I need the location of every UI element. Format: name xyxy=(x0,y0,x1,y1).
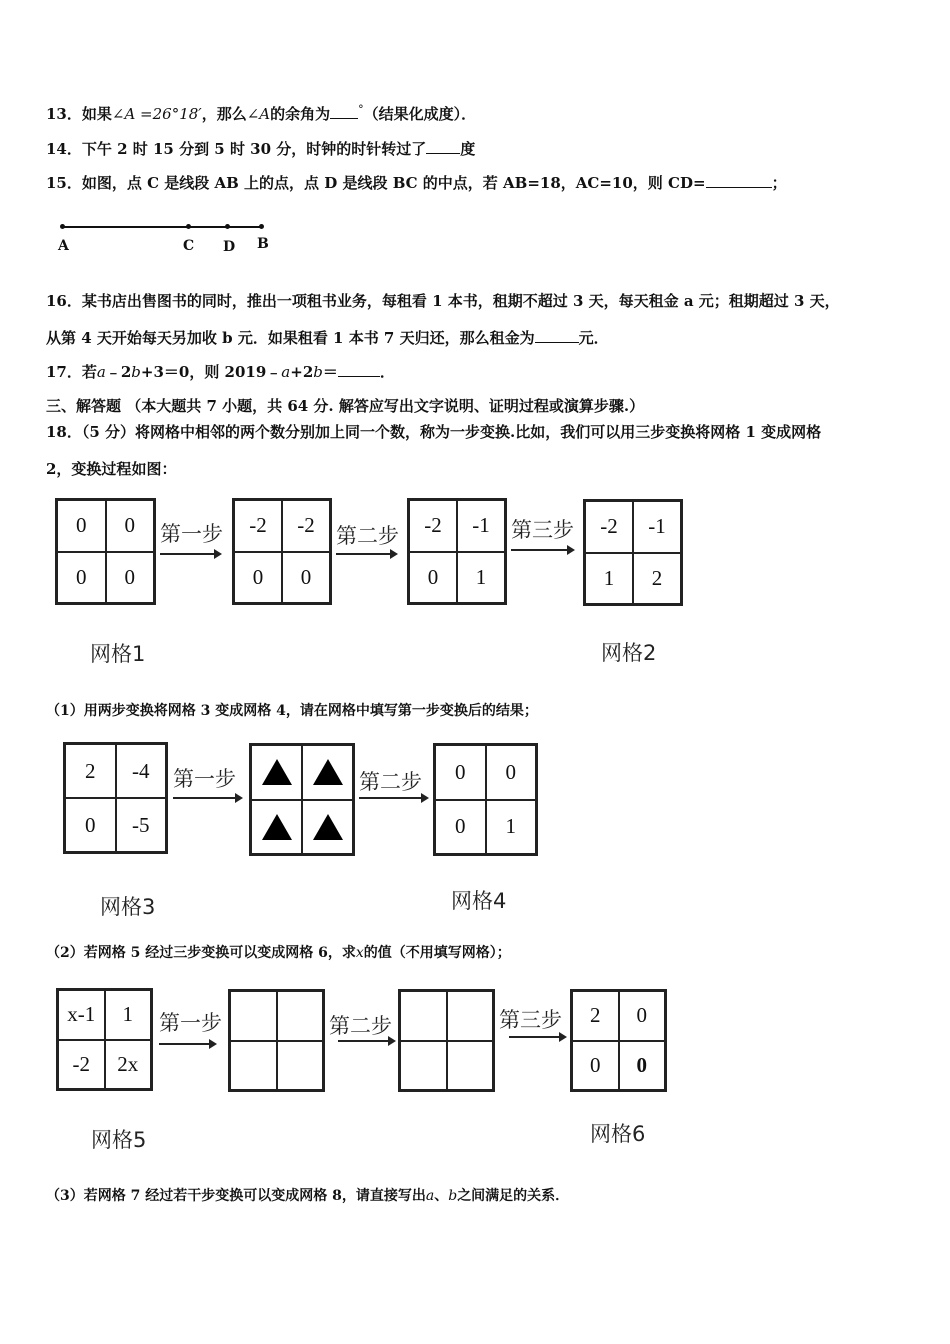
empty-cell[interactable] xyxy=(277,991,324,1041)
q17-var-b2: b xyxy=(313,363,323,381)
point-c-dot xyxy=(186,224,191,229)
q17-p4: +2 xyxy=(290,363,314,381)
grid-cell: -4 xyxy=(116,744,167,798)
grid-cell: -2 xyxy=(585,501,633,553)
q17-p1: 17．若 xyxy=(46,363,97,381)
step-3-label: 第三步 xyxy=(499,1008,562,1032)
arrow-right-icon xyxy=(160,553,220,555)
grid-5-step2[interactable] xyxy=(398,989,495,1092)
arrow-right-icon xyxy=(173,797,241,799)
grid-5-step1[interactable] xyxy=(228,989,325,1092)
part2-before: （2）若网格 5 经过三步变换可以变成网格 6，求 xyxy=(46,945,356,961)
question-13 xyxy=(46,103,476,124)
q15-tail: ； xyxy=(771,174,787,192)
q13-text: 13．如果 xyxy=(46,105,112,123)
grid-5 xyxy=(56,988,153,1091)
section-heading: 三、解答题 （本大题共 7 小题，共 64 分. 解答应写出文字说明、证明过程或演算步骤.） xyxy=(46,397,645,415)
q15-blank[interactable] xyxy=(706,173,772,188)
grid-1-step2 xyxy=(407,498,507,605)
degree-symbol: ° xyxy=(358,103,364,116)
question-14 xyxy=(46,138,475,159)
step-1-label: 第一步 xyxy=(159,1011,222,1035)
grid-cell: 0 xyxy=(435,800,486,855)
question-16-line1: 16．某书店出售图书的同时，推出一项租书业务，每租看 1 本书，租期不超过 3 天，每天租金 a 元；租期超过 3 天， xyxy=(46,292,840,310)
grid-4-label: 网格4 xyxy=(451,889,507,913)
part2-var: x xyxy=(355,945,364,961)
empty-cell[interactable] xyxy=(400,1041,447,1091)
empty-cell[interactable] xyxy=(230,1041,277,1091)
step-3-label: 第三步 xyxy=(511,518,574,542)
triangle-icon xyxy=(313,814,343,840)
grid-cell: 0 xyxy=(619,1041,666,1091)
part2-after: 的值（不用填写网格）； xyxy=(363,945,511,961)
triangle-cell[interactable] xyxy=(251,800,302,855)
question-18-line1: 18．（5 分）将网格中相邻的两个数分别加上同一个数，称为一步变换.比如，我们可以用三步变换将网格 1 变成网格 xyxy=(46,423,822,441)
q17-p2: ﹣2 xyxy=(105,363,132,381)
step-1-label: 第一步 xyxy=(160,522,223,546)
grid-cell: -1 xyxy=(457,500,505,552)
grid-cell: 0 xyxy=(486,745,537,800)
triangle-icon xyxy=(313,759,343,785)
arrow-right-icon xyxy=(336,553,396,555)
point-b-dot xyxy=(259,224,264,229)
arrow-right-icon xyxy=(359,797,427,799)
part-3-text xyxy=(46,1185,569,1205)
grid-5-label: 网格5 xyxy=(91,1128,147,1152)
grid-1-step1 xyxy=(232,498,332,605)
grid-cell: -2 xyxy=(282,500,330,552)
grid-cell: 0 xyxy=(234,552,282,604)
empty-cell[interactable] xyxy=(400,991,447,1041)
q17-var-b: b xyxy=(131,363,141,381)
triangle-cell[interactable] xyxy=(251,745,302,800)
part-1-text: （1）用两步变换将网格 3 变成网格 4，请在网格中填写第一步变换后的结果； xyxy=(46,703,538,719)
grid-cell: 0 xyxy=(57,500,106,552)
triangle-icon xyxy=(262,759,292,785)
q16-tail: 元． xyxy=(578,329,609,347)
q17-p5: ＝ xyxy=(322,363,338,381)
empty-cell[interactable] xyxy=(447,1041,494,1091)
grid-cell: 1 xyxy=(486,800,537,855)
grid-cell: -5 xyxy=(116,798,167,852)
part3-var-a: a xyxy=(425,1188,435,1204)
q13-after: 的余角为 xyxy=(270,105,331,123)
q13-angle-a: ∠A xyxy=(246,105,271,123)
empty-cell[interactable] xyxy=(277,1041,324,1091)
q17-tail: ． xyxy=(379,363,395,381)
grid-cell: 0 xyxy=(57,552,106,604)
q16-text: 从第 4 天开始每天另加收 b 元．如果租看 1 本书 7 天归还，那么租金为 xyxy=(46,329,535,347)
grid-cell: 2 xyxy=(65,744,116,798)
grid-cell: 2x xyxy=(105,1040,152,1090)
grid-cell: -2 xyxy=(58,1040,105,1090)
arrow-right-icon xyxy=(511,549,573,551)
step-2-label: 第二步 xyxy=(329,1014,392,1038)
question-15 xyxy=(46,172,787,193)
grid-cell: -2 xyxy=(234,500,282,552)
triangle-icon xyxy=(262,814,292,840)
q13-tail: （结果化成度）． xyxy=(363,105,477,123)
grid-1-label: 网格1 xyxy=(90,642,146,666)
grid-cell: x-1 xyxy=(58,990,105,1040)
part3-mid: 、 xyxy=(434,1188,449,1204)
grid-cell: -2 xyxy=(409,500,457,552)
grid-cell: 0 xyxy=(282,552,330,604)
part3-var-b: b xyxy=(448,1188,458,1204)
arrow-right-icon xyxy=(338,1040,394,1042)
point-c-label: C xyxy=(183,238,195,254)
grid-cell: 2 xyxy=(572,991,619,1041)
grid-cell: -1 xyxy=(633,501,681,553)
grid-cell: 1 xyxy=(105,990,152,1040)
q13-mid: ，那么 xyxy=(201,105,247,123)
question-17 xyxy=(46,361,395,382)
question-16-line2 xyxy=(46,327,609,348)
q14-tail: 度 xyxy=(460,140,476,158)
grid-cell: 0 xyxy=(435,745,486,800)
point-d-dot xyxy=(225,224,230,229)
triangle-cell[interactable] xyxy=(302,745,353,800)
grid-2 xyxy=(583,499,683,606)
empty-cell[interactable] xyxy=(447,991,494,1041)
part-2-text xyxy=(46,942,511,962)
grid-cell: 1 xyxy=(585,553,633,605)
grid-intermediate[interactable] xyxy=(249,743,355,856)
q15-text: 15．如图，点 C 是线段 AB 上的点，点 D 是线段 BC 的中点，若 AB=18，AC=10，则 CD= xyxy=(46,174,706,192)
grid-1 xyxy=(55,498,156,605)
step-2-label: 第二步 xyxy=(359,770,422,794)
step-1-label: 第一步 xyxy=(173,767,236,791)
q17-var-a2: a xyxy=(281,363,291,381)
triangle-cell[interactable] xyxy=(302,800,353,855)
step-2-label: 第二步 xyxy=(336,524,399,548)
grid-3 xyxy=(63,742,168,854)
empty-cell[interactable] xyxy=(230,991,277,1041)
grid-cell: 0 xyxy=(65,798,116,852)
point-a-dot xyxy=(60,224,65,229)
q17-blank[interactable] xyxy=(338,362,380,377)
point-a-label: A xyxy=(58,238,69,254)
grid-cell: 0 xyxy=(106,552,155,604)
point-d-label: D xyxy=(223,239,236,255)
q14-text: 14．下午 2 时 15 分到 5 时 30 分，时钟的时针转过了 xyxy=(46,140,427,158)
question-18-line2: 2，变换过程如图： xyxy=(46,460,177,478)
grid-4 xyxy=(433,743,538,856)
q17-p3: +3＝0，则 2019﹣ xyxy=(140,363,282,381)
q14-blank[interactable] xyxy=(426,139,460,154)
q13-blank[interactable] xyxy=(330,104,358,119)
segment-line xyxy=(62,226,262,228)
grid-cell: 0 xyxy=(409,552,457,604)
point-b-label: B xyxy=(257,236,269,252)
arrow-right-icon xyxy=(509,1036,565,1038)
grid-cell: 2 xyxy=(633,553,681,605)
q17-var-a: a xyxy=(96,363,106,381)
part3-after: 之间满足的关系． xyxy=(457,1188,570,1204)
grid-3-label: 网格3 xyxy=(100,895,156,919)
grid-2-label: 网格2 xyxy=(601,641,657,665)
grid-cell: 1 xyxy=(457,552,505,604)
q13-angle: ∠A =26°18′ xyxy=(111,105,202,123)
grid-cell: 0 xyxy=(572,1041,619,1091)
grid-6 xyxy=(570,989,667,1092)
grid-6-label: 网格6 xyxy=(590,1122,646,1146)
part3-before: （3）若网格 7 经过若干步变换可以变成网格 8，请直接写出 xyxy=(46,1188,426,1204)
arrow-right-icon xyxy=(159,1043,215,1045)
q16-blank[interactable] xyxy=(535,328,579,343)
grid-cell: 0 xyxy=(106,500,155,552)
grid-cell: 0 xyxy=(619,991,666,1041)
